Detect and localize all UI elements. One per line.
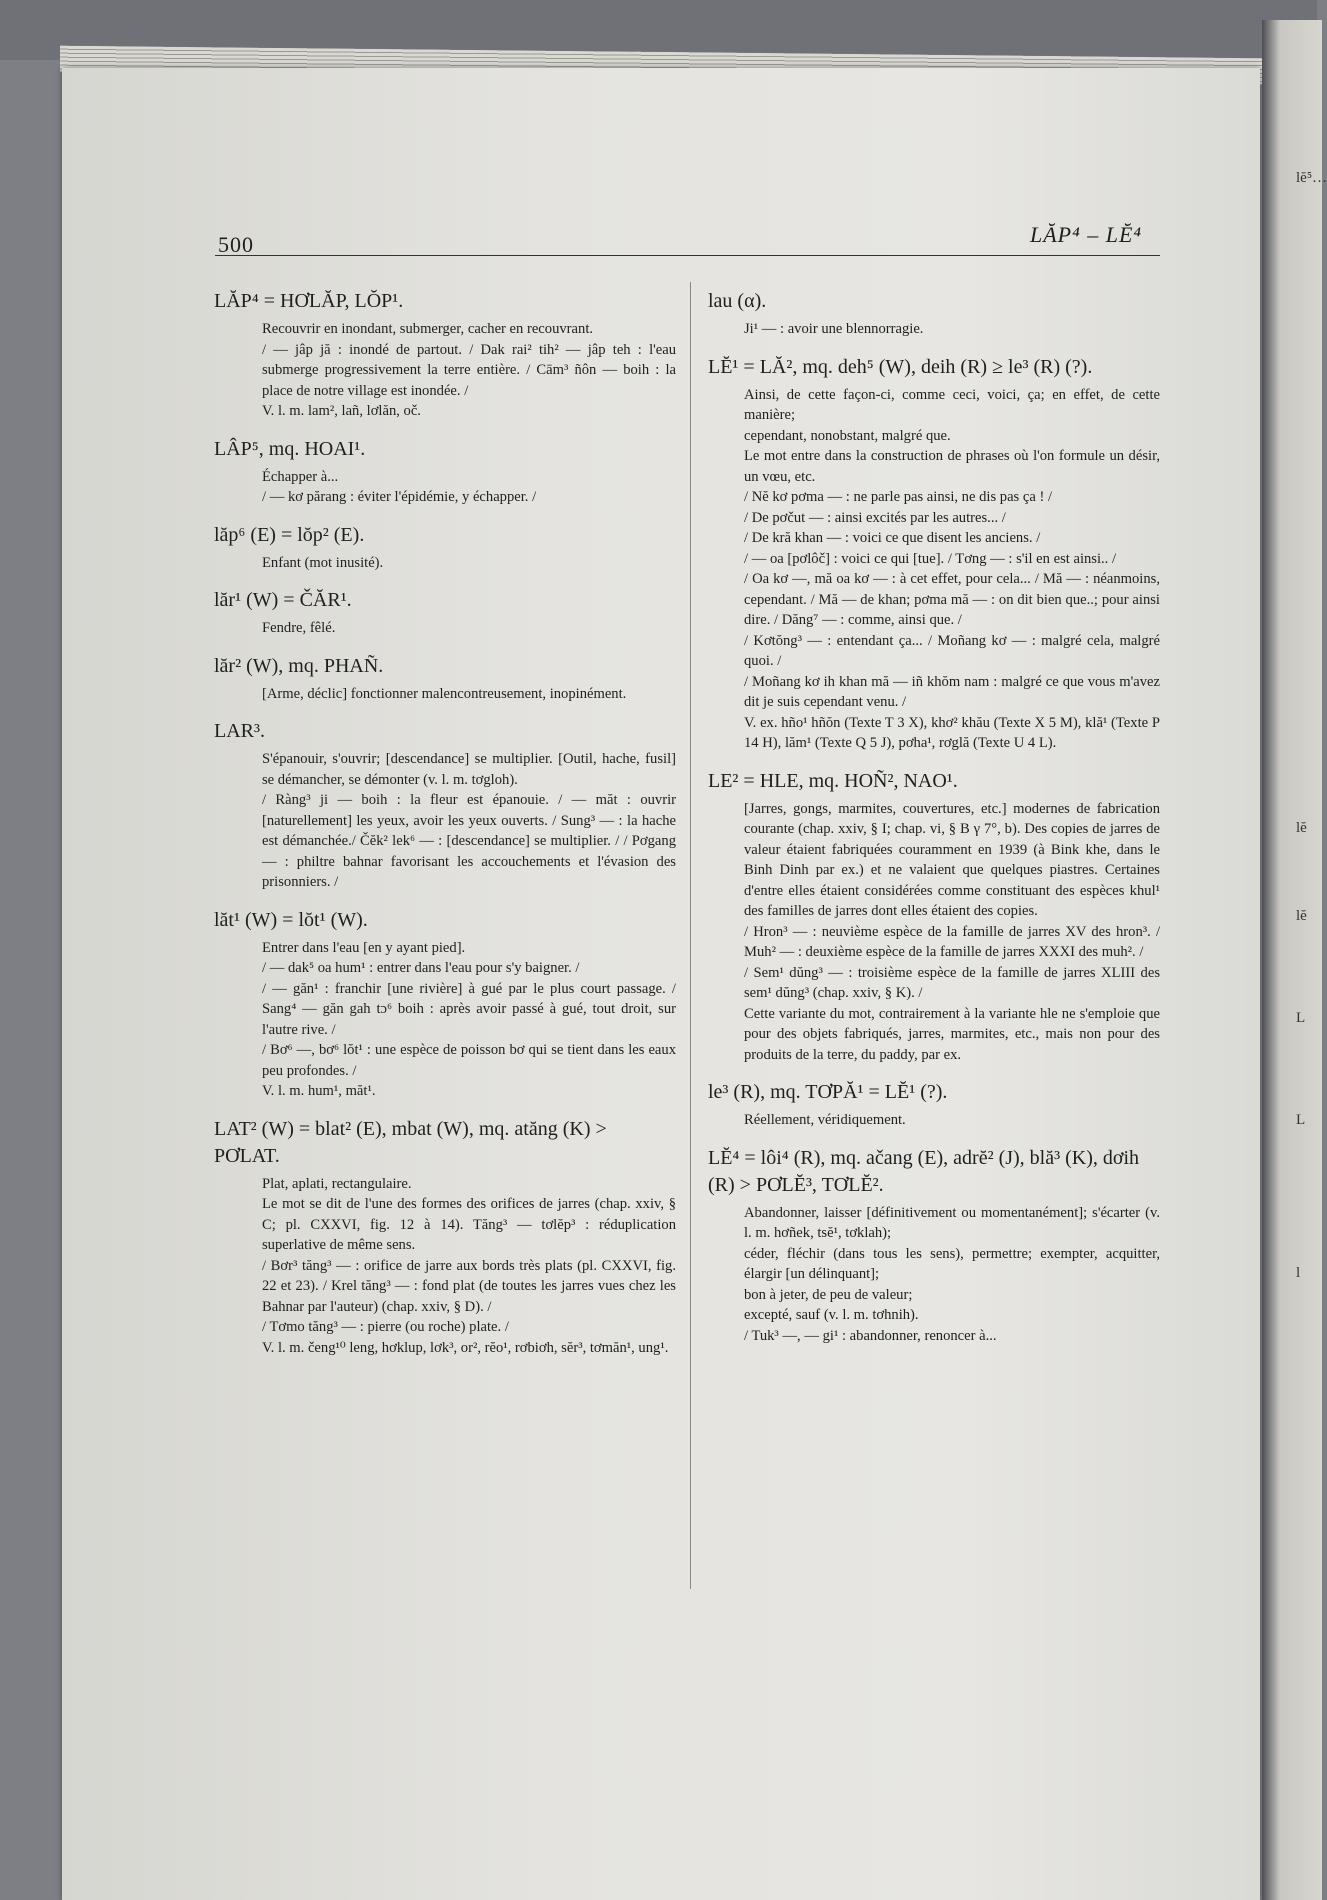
entry-headword: lăr² (W), mq. PHAÑ. (214, 654, 384, 677)
entry-line: / — găn¹ : franchir [une rivière] à gué par le plus court passage. / Sang⁴ — găn gah tɔ⁶ boih : après avoir passé à gué, tout droit, sur l'autre rive. / (262, 980, 676, 1038)
entry-line: [Arme, déclic] fonctionner malencontreusement, inopinément. (262, 685, 627, 702)
entry-line: V. l. m. čeng¹⁰ leng, hơklup, lơk³, or², rĕo¹, rơbiơh, sĕr³, tơmăn¹, ung¹. (262, 1339, 669, 1356)
entry-line: / — oa [pơlôč] : voici ce qui [tue]. / Tơng — : s'il en est ainsi.. / (744, 550, 1117, 567)
entry-line: Ji¹ — : avoir une blennorragie. (744, 321, 924, 337)
entry-line: / Hron³ — : neuvième espèce de la famille de jarres XV des hron³. / Muh² — : deuxième espèce de la famille de jarres XXXI des muh². / (744, 923, 1160, 960)
entry-headword: lau (α). (708, 290, 767, 312)
entry-line: céder, fléchir (dans tous les sens), permettre; exempter, acquitter, élargir [un délinquant]; (744, 1245, 1160, 1282)
dictionary-entry (708, 288, 1160, 340)
dictionary-entry (214, 653, 676, 705)
entry-line: Le mot entre dans la construction de phrases où l'on formule un désir, un vœu, etc. (744, 448, 1160, 485)
entry-headword: LE² = HLE, mq. HOÑ², NAO¹. (708, 769, 958, 792)
dictionary-entry (214, 288, 676, 422)
entry-line: Recouvrir en inondant, submerger, cacher en recouvrant. (262, 321, 594, 337)
dictionary-entry (214, 907, 676, 1102)
facing-page-fragment: l (1296, 1265, 1301, 1281)
dictionary-entry (708, 354, 1160, 754)
facing-page-fragment: lĕ (1296, 820, 1307, 836)
entry-headword: lăt¹ (W) = lŏt¹ (W). (214, 908, 368, 931)
entry-line: / — kơ părang : éviter l'épidémie, y échapper. / (262, 489, 537, 505)
facing-page (1262, 20, 1327, 1900)
entry-line: / Moñang kơ ih khan mă — iñ khŏm nam : malgré ce que vous m'avez dit je suis cependant venu. / (744, 673, 1160, 710)
entry-headword: LĔ⁴ = lôi⁴ (R), mq. ačang (E), adrĕ² (J), blă³ (K), dơih (R) > PƠLĔ³, TƠLĔ². (708, 1146, 1139, 1196)
entry-line: Ainsi, de cette façon-ci, comme ceci, voici, ça; en effet, de cette manière; (744, 386, 1160, 423)
entry-line: bon à jeter, de peu de valeur; (744, 1286, 913, 1303)
running-head: LĂP⁴ – LĔ⁴ (1030, 222, 1143, 247)
header-rule (215, 255, 1160, 256)
entry-line: cependant, nonobstant, malgré que. (744, 427, 951, 444)
entry-headword: lăp⁶ (E) = lŏp² (E). (214, 523, 365, 546)
facing-page-fragment: L (1296, 1112, 1306, 1128)
entry-line: S'épanouir, s'ouvrir; [descendance] se multiplier. [Outil, hache, fusil] se démancher, se démonter (v. l. m. tơgloh). (262, 751, 676, 788)
dictionary-entry (214, 718, 676, 893)
entry-line: / Kơtŏng³ — : entendant ça... / Moñang kơ — : malgré cela, malgré quoi. / (744, 632, 1160, 669)
column-divider (690, 282, 691, 1589)
page-number: 500 (218, 232, 254, 257)
entry-line: Abandonner, laisser [définitivement ou momentanément]; s'écarter (v. l. m. hơñek, tsĕ¹, tơklah); (744, 1204, 1160, 1241)
dictionary-entry (708, 1145, 1160, 1347)
entry-line: Fendre, fêlé. (262, 620, 336, 636)
left-column (214, 288, 676, 1372)
entry-line: Réellement, véridiquement. (744, 1112, 906, 1128)
entry-line: V. l. m. hum¹, măt¹. (262, 1083, 376, 1099)
entry-line: / Ràng³ ji — boih : la fleur est épanouie. / — măt : ouvrir [naturellement] les yeux, avoir les yeux ouverts. / Sung³ — : la hache est démanchée./ Čĕk² lek⁶ — : [descendance] se multiplier. / / Pơgang — : philtre bahnar favorisant les accouchements et l'évasion des prisonniers. / (262, 792, 676, 890)
entry-line: / Tuk³ —, — gi¹ : abandonner, renoncer à... (744, 1327, 997, 1344)
entry-line: / — dak⁵ oa hum¹ : entrer dans l'eau pour s'y baigner. / (262, 960, 580, 976)
facing-page-fragment: lĕ (1296, 908, 1307, 924)
dictionary-entry (214, 1116, 676, 1359)
entry-headword: le³ (R), mq. TƠPĂ¹ = LĔ¹ (?). (708, 1081, 948, 1103)
dictionary-entry (214, 522, 676, 574)
facing-page-fragment: L (1296, 1010, 1306, 1026)
entry-line: [Jarres, gongs, marmites, couvertures, etc.] modernes de fabrication courante (chap. xxiv, § I; chap. vi, § B γ 7°, b). Des copies de jarres de valeur étaient fabriquées couramment en 1939 (à Bink khe, dans le Binh Dinh par ex.) et ne valaient que quelques piastres. Certaines d'entre elles étaient considérées comme constituant des espèces khul¹ des familles de jarres dont elles étaient des copies. (744, 800, 1160, 919)
entry-headword: LĂP⁴ = HƠLĂP, LŎP¹. (214, 290, 404, 312)
dictionary-entry (214, 436, 676, 508)
entry-line: / De kră khan — : voici ce que disent les anciens. / (744, 530, 1041, 546)
entry-line: / Oa kơ —, mă oa kơ — : à cet effet, pour cela... / Mă — : néanmoins, cependant. / Mă — de khan; pơma mă — : on dit bien que..; pour ainsi dire. / Dăng⁷ — : comme, ainsi que. / (744, 571, 1160, 628)
dictionary-entry (214, 587, 676, 639)
dictionary-entry (708, 1079, 1160, 1131)
facing-page-fragment: lĕ⁵… (1296, 170, 1327, 186)
entry-line: / — jâp jă : inondé de partout. / Dak rai² tih² — jâp teh : l'eau submerge progressivement la terre entière. / Cām³ ñôn — boih : la place de notre village est inondée. / (262, 341, 676, 399)
entry-line: Le mot se dit de l'une des formes des orifices de jarres (chap. xxiv, § C; pl. CXXVI, fig. 12 à 14). Tăng³ — tơlĕp³ : réduplication superlative de même sens. (262, 1196, 676, 1253)
entry-line: Cette variante du mot, contrairement à la variante hle ne s'emploie que pour des objets fabriqués, jarres, marmites, etc., mais non pour des produits de la terre, du paddy, par ex. (744, 1005, 1160, 1063)
entry-line: excepté, sauf (v. l. m. tơhnih). (744, 1307, 919, 1323)
entry-line: / Bơr³ tăng³ — : orifice de jarre aux bords très plats (pl. CXXVI, fig. 22 et 23). / Krel tăng³ — : fond plat (de toutes les jarres vues chez les Bahnar par l'auteur) (chap. xxiv, § D). / (262, 1257, 676, 1315)
dictionary-entry (708, 768, 1160, 1066)
entry-line: Entrer dans l'eau [en y ayant pied]. (262, 939, 466, 956)
entry-line: / Bơ⁶ —, bơ⁶ lŏt¹ : une espèce de poisson bơ qui se tient dans les eaux peu profondes. / (262, 1042, 676, 1079)
right-column (708, 288, 1160, 1360)
entry-headword: LĔ¹ = LĂ², mq. deh⁵ (W), deih (R) ≥ le³ (R) (?). (708, 355, 1093, 378)
entry-line: Plat, aplati, rectangulaire. (262, 1175, 412, 1192)
entry-headword: LÂP⁵, mq. HOAI¹. (214, 437, 366, 460)
entry-line: Échapper à... (262, 468, 339, 485)
entry-line: / De pơčut — : ainsi excités par les autres... / (744, 509, 1006, 526)
entry-headword: LAR³. (214, 720, 265, 742)
entry-line: / Sem¹ dŭng³ — : troisième espèce de la famille de jarres XLIII des sem¹ dŭng³ (chap. xxiv, § K). / (744, 964, 1160, 1001)
entry-headword: LAT² (W) = blat² (E), mbat (W), mq. atăng (K) > PƠLAT. (214, 1117, 607, 1167)
entry-headword: lăr¹ (W) = ČĂR¹. (214, 589, 352, 611)
entry-line: Enfant (mot inusité). (262, 554, 384, 571)
entry-line: / Tơmo tăng³ — : pierre (ou roche) plate. / (262, 1319, 509, 1335)
entry-line: V. l. m. lam², lañ, lơlăn, oč. (262, 403, 421, 419)
entry-line: / Nĕ kơ pơma — : ne parle pas ainsi, ne dis pas ça ! / (744, 489, 1053, 505)
entry-line: V. ex. hño¹ hñŏn (Texte T 3 X), khơ² khău (Texte X 5 M), klă¹ (Texte P 14 H), lăm¹ (Texte Q 5 J), pơha¹, rơglă (Texte U 4 L). (744, 714, 1160, 751)
